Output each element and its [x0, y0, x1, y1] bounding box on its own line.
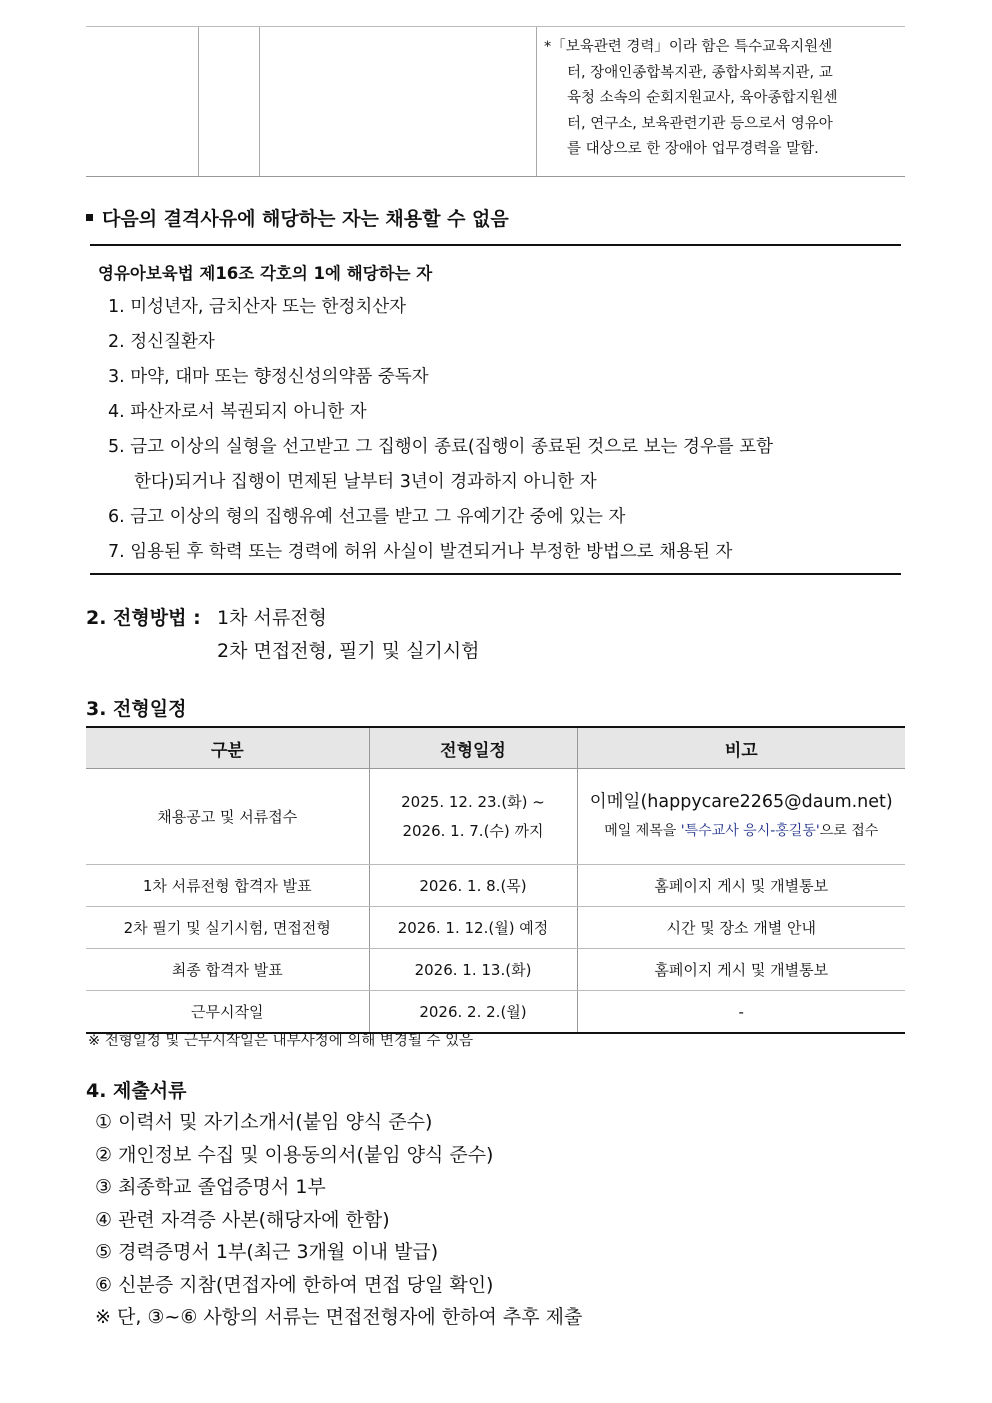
note-line: 육청 소속의 순회지원교사, 육아종합지원센: [567, 90, 838, 106]
table-row: [86, 769, 905, 865]
email-subject-instruction: [579, 817, 905, 846]
table-column-divider: [536, 27, 537, 176]
table-cell-category: 근무시작일: [86, 991, 369, 1034]
table-cell-schedule: 2026. 1. 12.(월) 예정: [369, 907, 577, 949]
selection-method-title: 2. 전형방법 :: [86, 607, 201, 629]
list-item: ① 이력서 및 자기소개서(붙임 양식 준수): [95, 1111, 433, 1133]
list-item: 6. 금고 이상의 형의 집행유예 선고를 받고 그 유예기간 중에 있는 자: [108, 507, 626, 527]
schedule-start: 2025. 12. 23.(화) ~: [401, 792, 545, 811]
table-cell-note: 시간 및 장소 개별 안내: [577, 907, 905, 949]
table-cell-category: 채용공고 및 서류접수: [86, 769, 369, 865]
disqualification-heading: [86, 204, 509, 231]
list-item: ④ 관련 자격증 사본(해당자에 한함): [95, 1208, 390, 1231]
table-row: [86, 991, 905, 1034]
column-header-note: 비고: [577, 727, 905, 769]
note-line: 터, 장애인종합복지관, 종합사회복지관, 교: [567, 64, 833, 81]
column-header-schedule: 전형일정: [369, 727, 577, 769]
list-item: ⑤ 경력증명서 1부(최근 3개월 이내 발급): [95, 1241, 439, 1263]
table-row: [86, 949, 905, 991]
table-cell-category: 최종 합격자 발표: [86, 949, 369, 991]
disqualification-list: [108, 290, 898, 570]
list-item: 1. 미성년자, 금치산자 또는 한정치산자: [108, 297, 407, 317]
table-row: [86, 865, 905, 907]
subject-prefix: 메일 제목을: [604, 822, 681, 839]
table-cell-note: [577, 769, 905, 865]
table-cell-category: 1차 서류전형 합격자 발표: [86, 865, 369, 907]
disqualification-heading-text: 다음의 결격사유에 해당하는 자는 채용할 수 없음: [102, 208, 509, 230]
list-item-continuation: 한다)되거나 집행이 면제된 날부터 3년이 경과하지 아니한 자: [134, 472, 597, 492]
subject-suffix: 으로 접수: [819, 822, 879, 839]
table-column-divider: [198, 27, 199, 176]
schedule-title: 3. 전형일정: [86, 698, 187, 720]
required-documents-title: 4. 제출서류: [86, 1080, 187, 1102]
application-email: 이메일(happycare2265@daum.net): [589, 791, 893, 812]
table-cell-category: 2차 필기 및 실기시험, 면접전형: [86, 907, 369, 949]
table-cell-schedule: 2026. 1. 8.(목): [369, 865, 577, 907]
table-row: [86, 907, 905, 949]
note-line: 를 대상으로 한 장애아 업무경력을 말함.: [567, 141, 819, 157]
table-header-row: [86, 727, 905, 769]
table-cell-schedule: 2026. 1. 13.(화): [369, 949, 577, 991]
list-item: 7. 임용된 후 학력 또는 경력에 허위 사실이 발견되거나 부정한 방법으로 채용된 자: [108, 542, 733, 562]
list-item: ※ 단, ③~⑥ 사항의 서류는 면접전형자에 한하여 추후 제출: [95, 1306, 583, 1328]
schedule-end: 2026. 1. 7.(수) 까지: [402, 821, 544, 840]
list-item: ⑥ 신분증 지참(면접자에 한하여 면접 당일 확인): [95, 1273, 494, 1296]
list-item: 2. 정신질환자: [108, 332, 215, 352]
career-definition-note: [544, 35, 896, 163]
qualification-table-fragment: [86, 26, 905, 177]
square-bullet-icon: [86, 214, 93, 221]
list-item: ③ 최종학교 졸업증명서 1부: [95, 1176, 326, 1198]
list-item: ② 개인정보 수집 및 이용동의서(붙임 양식 준수): [95, 1143, 494, 1166]
schedule-table: [86, 726, 905, 1034]
column-header-category: 구분: [86, 727, 369, 769]
selection-method-step-1: 1차 서류전형: [217, 607, 327, 629]
disqualification-box: [90, 244, 901, 575]
schedule-footnote: ※ 전형일정 및 근무시작일은 내부사정에 의해 변경될 수 있음: [88, 1033, 474, 1049]
note-line: *「보육관련 경력」이라 함은 특수교육지원센: [544, 39, 833, 55]
table-cell-schedule: 2026. 2. 2.(월): [369, 991, 577, 1034]
list-item: 5. 금고 이상의 실형을 선고받고 그 집행이 종료(집행이 종료된 것으로 보는 경우를 포함: [108, 437, 774, 457]
list-item: 4. 파산자로서 복권되지 아니한 자: [108, 402, 367, 422]
subject-example: '특수교사 응시-홍길동': [680, 822, 820, 839]
required-documents-list: [95, 1106, 582, 1334]
list-item: 3. 마약, 대마 또는 향정신성의약품 중독자: [108, 367, 429, 387]
table-cell-note: 홈페이지 게시 및 개별통보: [577, 865, 905, 907]
disqualification-subheading: 영유아보육법 제16조 각호의 1에 해당하는 자: [98, 264, 433, 283]
table-cell-note: -: [577, 991, 905, 1034]
table-column-divider: [259, 27, 260, 176]
table-cell-note: 홈페이지 게시 및 개별통보: [577, 949, 905, 991]
note-line: 터, 연구소, 보육관련기관 등으로서 영유아: [567, 115, 833, 132]
table-cell-schedule: [369, 769, 577, 865]
selection-method-step-2: 2차 면접전형, 필기 및 실기시험: [217, 640, 480, 662]
